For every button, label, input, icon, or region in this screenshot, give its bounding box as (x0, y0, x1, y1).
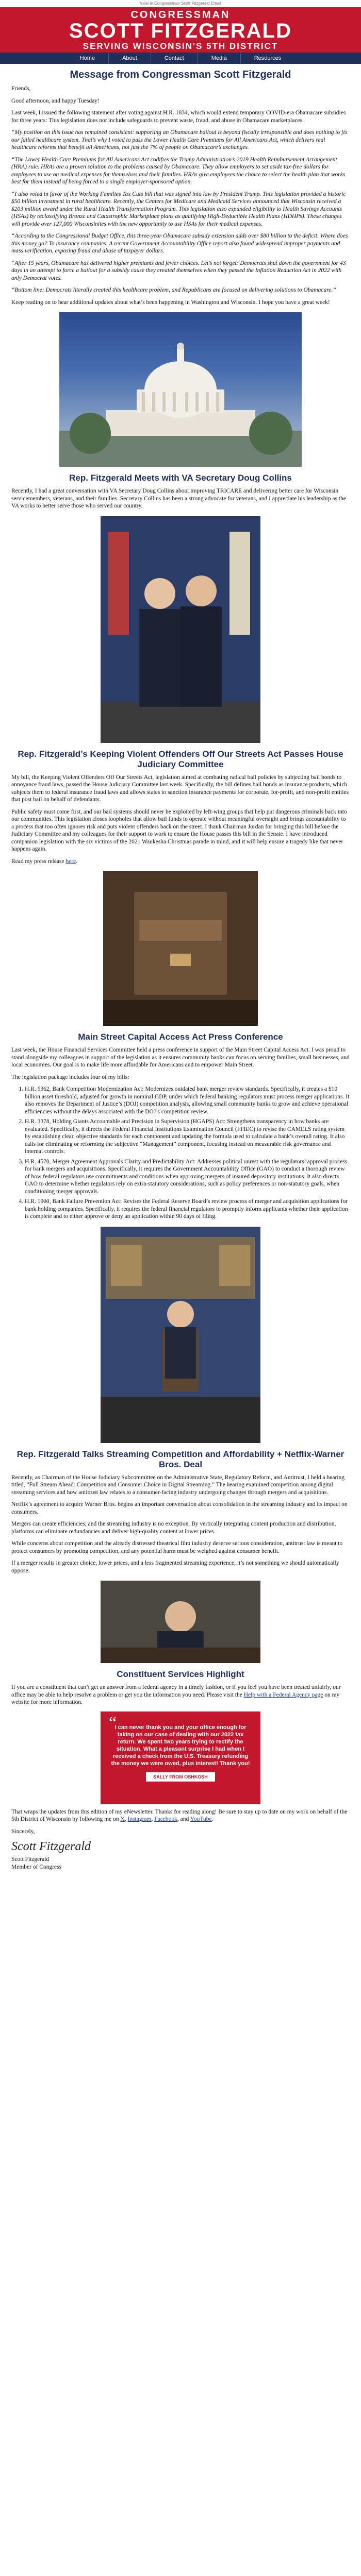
nav-media[interactable]: Media (198, 53, 241, 64)
testimonial-text: I can never thank you and your office enough for taking on our case of dealing with our 2022 tax return. We spent two years trying to rectify the situation. What a pleasant surprise I had when I received a check from the U.S. Treasury refunding the money we were owed, plus interest! Thank you! (111, 1724, 250, 1767)
press-release-line (11, 858, 350, 866)
constituent-text-start: If you are a constituent that can’t get an answer from a federal agency in a timely fashion, or if you feel you have been treated unfairly, our office may be able to help resolve a problem or get you the information you need. Please visit the (11, 1684, 341, 1698)
capitol-dome-photo (59, 312, 302, 467)
streaming-paragraph-5: If a merger results in greater choice, lower prices, and a less fragmented streaming experience, it’s not something we should automatically oppose. (11, 1560, 339, 1574)
judiciary-room-illustration (103, 871, 258, 1026)
press-release-link[interactable]: here (65, 858, 76, 865)
press-conference-photo (101, 1227, 260, 1443)
nav-about[interactable]: About (109, 53, 151, 64)
statement-quote-2: “The Lower Health Care Premiums for All Americans Act codifies the Trump Administration’s 2019 Health Reimbursement Arrangement (HRA) rule. HRAs are a proven solution to the problems caused by Obamacare. They allow employers to set aside tax-free dollars for employees to use on medical expenses for themselves and their families. HRAs give employees the choice to select the health plan that works best for them instead of being forced to a single employer-sponsored option. (11, 156, 346, 185)
streaming-paragraph-1: Recently, as Chairman of the House Judiciary Subcommittee on the Administrative State, Regulatory Reform, and Antitrust, I held a hearing titled, “Full Stream Ahead: Competition and Consumer Choice in Digital Streaming.” The hearing examined competition among digital streaming services and how antitrust law relates to a consumer-facing industry undergoing changes through mergers and acquisitions. (11, 1474, 344, 1496)
press-release-text: Read my press release (11, 858, 66, 865)
federal-agency-help-link[interactable]: Help with a Federal Agency page (243, 1691, 323, 1698)
greeting: Friends, (11, 86, 31, 92)
banner-name: SCOTT FITZGERALD (69, 20, 292, 42)
quote-mark-icon: “ (109, 1713, 117, 1733)
banner-title-small: CONGRESSMAN (130, 9, 231, 21)
newsletter-body (0, 69, 361, 1871)
social-link-instagram[interactable]: Instagram (127, 1816, 152, 1822)
closing-paragraph: That wraps the updates from this edition of my eNewsletter. Thanks for reading along! Be sure to stay up to date on my work on behalf of the 5th District of Wisconsin by following me on X, Instagram, Facebook, and YouTube. (11, 1808, 348, 1822)
view-in-browser-bar[interactable] (0, 0, 361, 7)
banner-district: SERVING WISCONSIN'S 5TH DISTRICT (83, 41, 278, 51)
sincerely-line: Sincerely, (11, 1828, 35, 1835)
hearing-photo (101, 1581, 260, 1663)
press-conference-illustration (101, 1227, 260, 1443)
nav-contact[interactable]: Contact (151, 53, 198, 64)
bill-item: 1. H.R. 5362, Bank Competition Modernization Act: Modernizes outdated bank merger review standards. Specifically, it creates a $10 billion asset threshold, adjusted for growth in nominal GDP, under which federal banking regulators must process merger applications. It also removes the Department of Justice’s (DOJ) competition analysis, allowing small community banks to grow and achieve operational efficiencies without the delays associated with the DOJ’s competition review. (25, 1086, 350, 1115)
message-title: Message from Congressman Scott Fitzgerald (70, 69, 291, 80)
bill-item: 3. H.R. 4570, Merger Agreement Approvals Clarity and Predictability Act: Addresses political unrest with the regulators’ approval process for bank mergers and acquisitions. Specifically, it requires the Government Accountability Office (GAO) to conduct a thorough review of how federal regulators use commitments and conditions when approving mergers of insured depository institutions. It also directs GAO to determine whether regulators rely on extra-statutory considerations, such as policy preferences or non-statutory goals, when conditioning merger approvals. (25, 1158, 350, 1196)
capitol-dome-illustration (59, 312, 302, 467)
hello-line: Good afternoon, and happy Tuesday! (11, 97, 100, 104)
social-link-x[interactable]: X (120, 1816, 125, 1822)
testimonial-card (101, 1711, 260, 1804)
crime-heading: Rep. Fitzgerald’s Keeping Violent Offenders Off Our Streets Act Passes House Judiciary Committee (18, 749, 343, 769)
message-closing: Keep reading on to hear additional updates about what’s been happening in Washington and Wisconsin. I hope you have a great week! (11, 299, 330, 306)
bills-list (11, 1086, 350, 1221)
capital-paragraph-2: The legislation package includes four of my bills: (11, 1074, 129, 1080)
message-paragraph-1: Last week, I issued the following statement after voting against H.R. 1834, which would extend temporary COVID-era Obamacare subsidies for three years: This legislation does not include safeguards to prevent waste, fraud, and abuse in Obamacare marketplaces. (11, 110, 346, 124)
bill-item: 4. H.R. 1900, Bank Failure Prevention Act: Revises the Federal Reserve Board’s review process of merger and acquisition applications for bank holding companies. Specifically, it requires the federal financial regulators to promptly inform applicants whether their application is complete and to either approve or deny an application within 90 days of filing. (25, 1198, 350, 1221)
signoff-name: Scott Fitzgerald (11, 1856, 50, 1862)
press-release-period: . (76, 858, 78, 865)
capital-heading: Main Street Capital Access Act Press Conference (78, 1032, 283, 1042)
signoff-role: Member of Congress (11, 1863, 62, 1870)
statement-quote-4: “According to the Congressional Budget Office, this three-year Obamacare subsidy extension adds over $80 billion to the deficit. Where does this money go? To insurance companies. A recent Government Accountability Office report also found widespread improper payments and mass verification, exposing fraud and abuse of taxpayer dollars. (11, 233, 348, 254)
collins-paragraph: Recently, I had a great conversation with VA Secretary Doug Collins about improving TRICARE and delivering better care for Wisconsin servicemembers, veterans, and their families. Secretary Collins has been a strong advocate for veterans, and I appreciate his leadership as the VA works to better serve those who served our country. (11, 488, 346, 509)
statement-quote-3: “I also voted in favor of the Working Families Tax Cuts bill that was signed into law by President Trump. This legislation provided a historic $50 billion investment in rural healthcare. Recently, the Centers for Medicare and Medicaid Services announced that Wisconsin received a $203 million award under the Rural Health Transformation Program. This legislation also expanded eligibility to Health Savings Accounts (HSAs) by reclassifying Bronze and Catastrophic Marketplace plans as qualifying High-Deductible Health Plans (HDHPs). These changes will provide over 127,000 Wisconsinites with the new opportunity to use HSAs for their medical expenses. (11, 191, 346, 227)
social-link-facebook[interactable]: Facebook (154, 1816, 177, 1822)
statement-quote-5: “After 15 years, Obamacare has delivered higher premiums and fewer choices. Let’s not forget: Democrats shut down the government for 43 days in an attempt to force a bailout for a subsidy cause they created themselves when they passed the Inflation Reduction Act in 2022 with only Democrat votes. (11, 260, 346, 281)
header-banner (0, 7, 361, 53)
collins-meeting-illustration (101, 516, 260, 743)
capital-paragraph-1: Last week, the House Financial Services Committee held a press conference in support of the Main Street Capital Access Act. I was proud to stand alongside my colleagues in support of the legislation as it ensures community banks can focus on serving families, small businesses, and local economies. Our goal is to make life more affordable for Americans and to empower Main Street. (11, 1047, 350, 1068)
bill-item: 2. H.R. 3378, Holding Giants Accountable and Precision in Supervision (HGAPS) Act: Strengthens transparency in how banks are evaluated. Specifically, it directs the Federal Financial Institutions Examination Council (FFIEC) to revise the CAMELS rating system by establishing clear, objective standards for each component and updating the formula used to calculate a bank’s overall rating. It also calls for eliminating or reforming the subjective “Management” component, focusing instead on measurable risk governance and internal controls. (25, 1118, 350, 1156)
nav-home[interactable]: Home (67, 53, 109, 64)
social-link-youtube[interactable]: YouTube (190, 1816, 212, 1822)
streaming-heading: Rep. Fitzgerald Talks Streaming Competition and Affordability + Netflix-Warner Bros. Deal (17, 1449, 344, 1469)
constituent-text-end: on my website for more information. (11, 1691, 340, 1705)
view-in-browser-link[interactable]: View in Congressman Scott Fitzgerald Email (140, 1, 221, 6)
crime-paragraph-2: Public safety must come first, and our bail systems should never be exploited by left-wing groups that help put dangerous criminals back into our communities. This legislation closes loopholes that allow bail funds to operate without meaningful oversight and brings accountability to a process that too often ignores risk and puts violent offenders back on the street. I thank Chairman Jordan for bringing this bill before the Judiciary Committee and my colleagues for their support to work to ensure the House passes this bill in the Senate. I have introduced companion legislation with the six victims of the 2021 Waukesha Christmas parade in mind, and it will help ensure a tragedy like that never happens again. (11, 808, 347, 852)
statement-quote-1: “My position on this issue has remained consistent: supporting an Obamacare bailout is beyond fiscally irresponsible and does nothing to fix our failed healthcare system. That’s why I voted to pass the Lower Health Care Premiums for All Americans Act, which delivers real healthcare reforms that benefit all Americans, not just the 7% of people on Obamacare’s exchanges. (11, 129, 348, 150)
constituent-heading: Constituent Services Highlight (117, 1669, 244, 1679)
nav-resources[interactable]: Resources (254, 55, 282, 61)
hearing-illustration (101, 1581, 260, 1663)
collins-meeting-photo (101, 516, 260, 743)
streaming-paragraph-2: Netflix’s agreement to acquire Warner Bros. begins an important conversation about consolidation in the streaming industry and its impact on consumers. (11, 1501, 348, 1515)
signature: Scott Fitzgerald (11, 1840, 91, 1853)
main-nav (0, 53, 361, 64)
streaming-paragraph-3: Mergers can create efficiencies, and the streaming industry is no exception. By vertically integrating content production and distribution, platforms can eliminate redundancies and deliver high-quality content at lower prices. (11, 1521, 336, 1535)
testimonial-author-button[interactable]: SALLY FROM OSHKOSH (146, 1772, 215, 1782)
collins-heading: Rep. Fitzgerald Meets with VA Secretary Doug Collins (69, 473, 292, 483)
crime-paragraph-1: My bill, the Keeping Violent Offenders Off Our Streets Act, legislation aimed at combating radical bail policies by subjecting bail bonds to annoyance fraud laws, passed the House Judiciary Committee last week. Specifically, the bill defines bail bonds as insurance products, which subjects them to federal insurance fraud laws and allows states to sanction insurance payments for corporate, for-profit, and non-profit entities that post bail on behalf of defendants. (11, 774, 349, 803)
statement-quote-6: “Bottom line: Democrats literally created this healthcare problem, and Republicans are focused on delivering solutions to Obamacare.” (11, 287, 336, 293)
judiciary-room-photo (103, 871, 258, 1026)
closing-text: That wraps the updates from this edition of my eNewsletter. Thanks for reading along! Be sure to stay up to date on my work on behalf of the 5th District of Wisconsin by following me on (11, 1808, 348, 1822)
streaming-paragraph-4: While concerns about competition and the already distressed theatrical film industry deserve serious consideration, antitrust law is meant to protect consumers by promoting competition, and any potential harm must be weighed against consumer benefit. (11, 1540, 343, 1554)
signoff-block (11, 1856, 350, 1871)
constituent-paragraph (11, 1684, 350, 1706)
